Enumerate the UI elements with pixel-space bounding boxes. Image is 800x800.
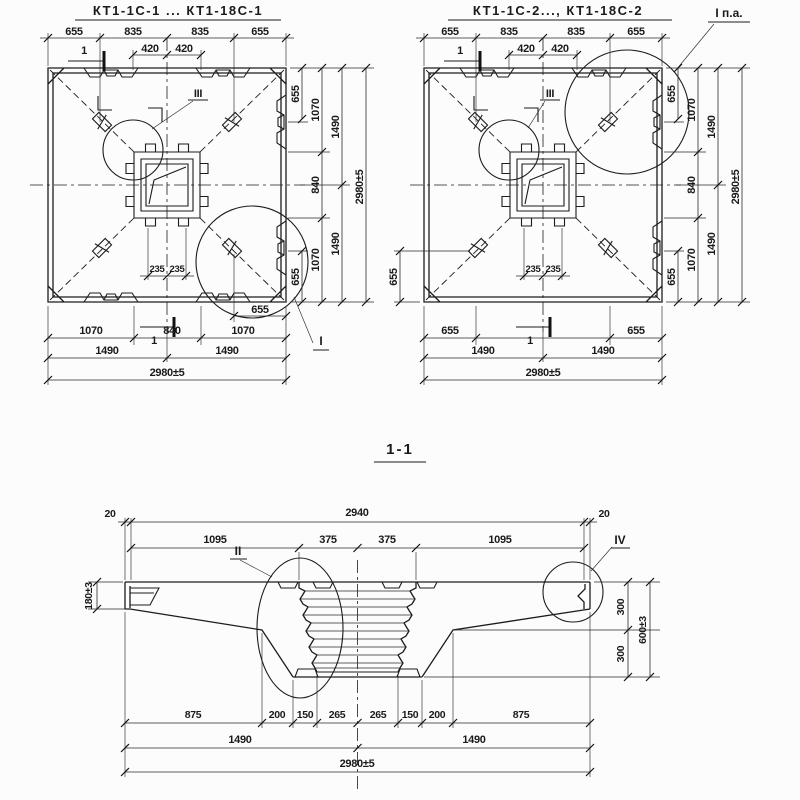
embed-plate: [90, 236, 114, 260]
dim-label: 1490: [706, 232, 718, 256]
dim-label: 1070: [310, 248, 322, 272]
detail-leaders: [149, 101, 313, 343]
dim-label: 835: [124, 26, 142, 38]
dim-label: 655: [441, 26, 459, 38]
cut-lines: [444, 61, 550, 327]
dim-label: 1490: [591, 345, 615, 357]
dim-label: 1070: [231, 325, 255, 337]
dimensions: [83, 507, 660, 777]
detail-label: I п.а.: [715, 6, 743, 20]
dim-label: 2980±5: [339, 758, 375, 770]
rebar-corner-marks: [474, 96, 538, 122]
dim-label: 420: [517, 43, 535, 55]
detail-circle-IV: [543, 562, 603, 622]
dim-label: 835: [500, 26, 518, 38]
rebar-corner-marks: [98, 96, 162, 122]
embed-plate: [596, 110, 620, 134]
pocket-wall-right: [398, 582, 416, 672]
detail-underlines: [230, 548, 630, 559]
dim-label: 1490: [471, 345, 495, 357]
cut-label: 1: [151, 335, 157, 347]
dim-label: 835: [191, 26, 209, 38]
detail-circle-III: [103, 120, 163, 180]
dim-label: 655: [251, 304, 269, 316]
edge-keys: [460, 68, 662, 275]
dim-label: 655: [388, 268, 400, 286]
detail-label: II: [234, 544, 242, 558]
section-1-1: [83, 441, 660, 790]
dim-label: 235: [545, 264, 561, 275]
dim-label: 20: [598, 508, 610, 520]
dim-label: 655: [441, 325, 459, 337]
dim-label: 835: [567, 26, 585, 38]
dim-label: 1095: [203, 534, 227, 546]
dim-label: 600±3: [637, 616, 649, 644]
dim-label: 180±3: [83, 582, 95, 610]
centerlines: [30, 38, 305, 332]
dim-label: 1095: [488, 534, 512, 546]
dim-label: 655: [290, 268, 302, 286]
dim-label: 655: [627, 26, 645, 38]
dim-label: 1490: [462, 734, 486, 746]
dim-label: 300: [615, 645, 627, 663]
centerlines: [410, 38, 681, 332]
dim-label: 300: [615, 598, 627, 616]
cut-label: 1: [527, 335, 533, 347]
dim-label: 655: [65, 26, 83, 38]
dim-label: 235: [169, 264, 185, 275]
dim-label: 840: [310, 176, 322, 194]
cut-label: 1: [457, 45, 463, 57]
dim-label: 1490: [706, 115, 718, 139]
dim-label: 150: [296, 709, 314, 721]
dim-label: 1490: [330, 115, 342, 139]
dim-label: 1070: [310, 98, 322, 122]
dim-label: 200: [268, 709, 286, 721]
embed-plate: [220, 110, 244, 134]
pocket-wall-left: [299, 582, 317, 672]
extension-lines: [88, 518, 660, 777]
detail-label: IV: [614, 533, 626, 547]
dim-label: 655: [251, 26, 269, 38]
view-title: КТ1-1С-1 ... КТ1-18С-1: [92, 3, 264, 18]
dim-label: 1490: [228, 734, 252, 746]
detail-label: III: [193, 88, 203, 100]
dim-label: 840: [163, 325, 181, 337]
dim-label: 1490: [330, 232, 342, 256]
dim-label: 235: [149, 264, 165, 275]
dim-label: 420: [141, 43, 159, 55]
dim-label: 420: [175, 43, 193, 55]
dim-label: 2980±5: [525, 367, 561, 379]
dim-label: 1070: [686, 248, 698, 272]
dim-label: 655: [290, 85, 302, 103]
plan-left: [30, 3, 374, 385]
dim-label: 375: [319, 534, 337, 546]
dim-label: 420: [551, 43, 569, 55]
socket-corrugation-line: [525, 167, 562, 204]
dim-label: 2980±5: [354, 169, 366, 205]
dim-label: 655: [666, 268, 678, 286]
dim-label: 150: [401, 709, 419, 721]
section-title: 1-1: [386, 441, 414, 458]
dim-label: 875: [512, 709, 530, 721]
dim-label: 235: [525, 264, 541, 275]
dim-label: 655: [627, 325, 645, 337]
view-title: КТ1-1С-2..., КТ1-18С-2: [472, 3, 644, 18]
dim-label: 1490: [215, 345, 239, 357]
dim-label: 200: [428, 709, 446, 721]
detail-circle-III: [479, 120, 539, 180]
detail-label: I: [319, 334, 323, 348]
left-edge-recess: [130, 588, 159, 605]
dim-label: 265: [369, 709, 387, 721]
cut-lines: [68, 61, 174, 327]
dim-label: 2980±5: [149, 367, 185, 379]
cut-label: 1: [81, 45, 87, 57]
dim-label: 875: [184, 709, 202, 721]
embed-plate: [220, 236, 244, 260]
dim-label: 265: [328, 709, 346, 721]
dimensions: [40, 26, 374, 385]
dim-label: 20: [104, 508, 116, 520]
detail-circle-I: [196, 206, 308, 318]
embed-plate: [466, 236, 490, 260]
detail-label: III: [545, 88, 555, 100]
cut-flags: [480, 51, 550, 337]
dim-label: 1490: [95, 345, 119, 357]
socket-corrugation-line: [149, 167, 186, 204]
dim-label: 2940: [345, 507, 369, 519]
plan-right: [388, 3, 750, 385]
dim-label: 1070: [79, 325, 103, 337]
dim-label: 2980±5: [730, 169, 742, 205]
dim-label: 840: [686, 176, 698, 194]
dim-label: 375: [378, 534, 396, 546]
dim-label: 1070: [686, 98, 698, 122]
dim-label: 655: [666, 85, 678, 103]
embed-plate: [596, 236, 620, 260]
